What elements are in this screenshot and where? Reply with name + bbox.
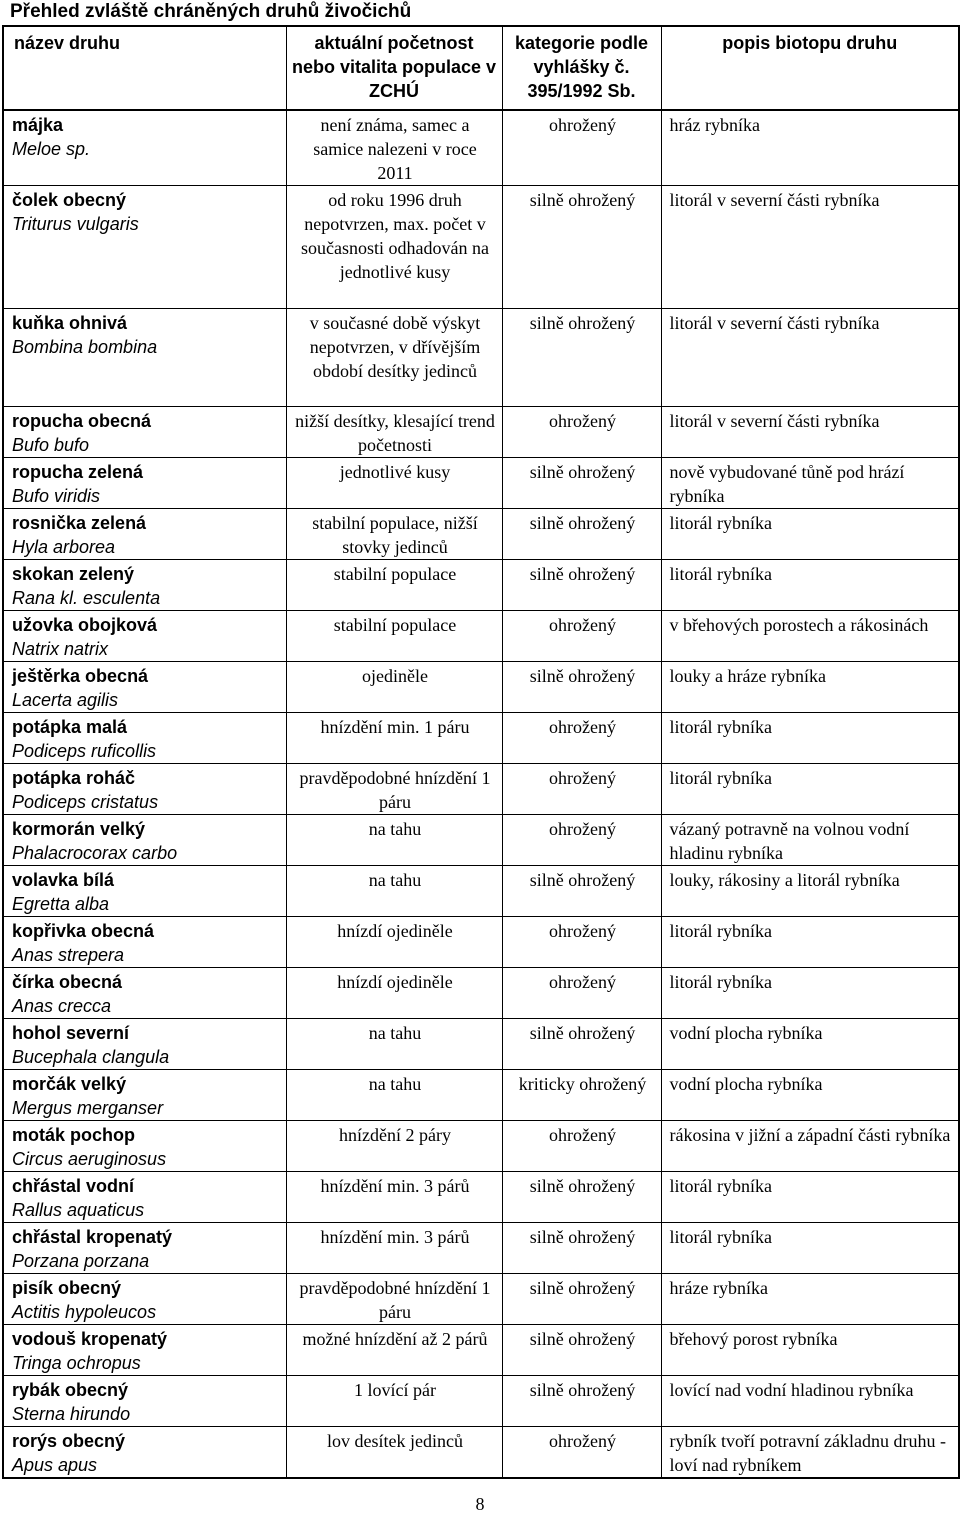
species-czech-name: rosnička zelená	[12, 513, 147, 533]
abundance-cell: na tahu	[286, 866, 502, 917]
species-czech-name: kuňka ohnivá	[12, 313, 128, 333]
habitat-cell: litorál v severní části rybníka	[661, 309, 959, 407]
species-czech-name: májka	[12, 115, 64, 135]
species-name-cell	[3, 713, 286, 764]
habitat-cell: hráz rybníka	[661, 110, 959, 186]
species-latin-name: Bucephala clangula	[12, 1047, 170, 1067]
species-name-cell	[3, 1376, 286, 1427]
habitat-cell: litorál rybníka	[661, 1172, 959, 1223]
species-czech-name: morčák velký	[12, 1074, 127, 1094]
habitat-cell: litorál rybníka	[661, 713, 959, 764]
table-row	[3, 509, 959, 560]
page-title: Přehled zvláště chráněných druhů živočichů	[10, 1, 412, 22]
abundance-cell: hnízdí ojediněle	[286, 917, 502, 968]
abundance-cell: pravděpodobné hnízdění 1 páru	[286, 1274, 502, 1325]
table-row	[3, 815, 959, 866]
category-cell: silně ohrožený	[502, 1325, 661, 1376]
habitat-cell: vodní plocha rybníka	[661, 1019, 959, 1070]
habitat-cell: litorál v severní části rybníka	[661, 407, 959, 458]
species-czech-name: rorýs obecný	[12, 1431, 126, 1451]
table-row	[3, 1172, 959, 1223]
species-czech-name: vodouš kropenatý	[12, 1329, 168, 1349]
table-row	[3, 764, 959, 815]
header-species-name: název druhu	[3, 26, 286, 110]
species-name-cell	[3, 1070, 286, 1121]
abundance-cell: na tahu	[286, 1019, 502, 1070]
species-latin-name: Anas crecca	[12, 996, 112, 1016]
species-latin-name: Bufo viridis	[12, 486, 101, 506]
table-row	[3, 309, 959, 407]
species-latin-name: Podiceps cristatus	[12, 792, 159, 812]
habitat-cell: rákosina v jižní a západní části rybníka	[661, 1121, 959, 1172]
abundance-cell: hnízdění min. 3 párů	[286, 1223, 502, 1274]
species-czech-name: ještěrka obecná	[12, 666, 149, 686]
species-name-cell	[3, 917, 286, 968]
abundance-cell: na tahu	[286, 815, 502, 866]
habitat-cell: litorál rybníka	[661, 509, 959, 560]
habitat-cell: hráze rybníka	[661, 1274, 959, 1325]
species-latin-name: Apus apus	[12, 1455, 98, 1475]
species-czech-name: kopřivka obecná	[12, 921, 155, 941]
species-latin-name: Bombina bombina	[12, 337, 158, 357]
species-latin-name: Sterna hirundo	[12, 1404, 131, 1424]
species-name-cell	[3, 509, 286, 560]
species-latin-name: Phalacrocorax carbo	[12, 843, 178, 863]
species-name-cell	[3, 1121, 286, 1172]
page-number: 8	[475, 1494, 485, 1514]
table-row	[3, 1223, 959, 1274]
abundance-cell: od roku 1996 druh nepotvrzen, max. počet v současnosti odhadován na jednotlivé kusy	[286, 186, 502, 309]
table-row	[3, 1427, 959, 1479]
abundance-cell: možné hnízdění až 2 párů	[286, 1325, 502, 1376]
species-latin-name: Egretta alba	[12, 894, 110, 914]
species-latin-name: Porzana porzana	[12, 1251, 150, 1271]
species-name-cell	[3, 1223, 286, 1274]
category-cell: ohrožený	[502, 764, 661, 815]
species-czech-name: chřástal kropenatý	[12, 1227, 173, 1247]
category-cell: silně ohrožený	[502, 1223, 661, 1274]
species-name-cell	[3, 407, 286, 458]
habitat-cell: litorál rybníka	[661, 917, 959, 968]
species-czech-name: kormorán velký	[12, 819, 146, 839]
species-name-cell	[3, 764, 286, 815]
species-name-cell	[3, 560, 286, 611]
species-czech-name: potápka malá	[12, 717, 128, 737]
species-name-cell	[3, 662, 286, 713]
abundance-cell: pravděpodobné hnízdění 1 páru	[286, 764, 502, 815]
abundance-cell: jednotlivé kusy	[286, 458, 502, 509]
habitat-cell: litorál rybníka	[661, 968, 959, 1019]
category-cell: ohrožený	[502, 815, 661, 866]
species-latin-name: Actitis hypoleucos	[12, 1302, 157, 1322]
category-cell: silně ohrožený	[502, 309, 661, 407]
category-cell: kriticky ohrožený	[502, 1070, 661, 1121]
table-row	[3, 713, 959, 764]
table-row	[3, 458, 959, 509]
habitat-cell: rybník tvoří potravní základnu druhu - loví nad rybníkem	[661, 1427, 959, 1479]
species-latin-name: Rana kl. esculenta	[12, 588, 161, 608]
species-latin-name: Mergus merganser	[12, 1098, 164, 1118]
abundance-cell: stabilní populace	[286, 560, 502, 611]
habitat-cell: lovící nad vodní hladinou rybníka	[661, 1376, 959, 1427]
category-cell: ohrožený	[502, 1427, 661, 1479]
abundance-cell: 1 lovící pár	[286, 1376, 502, 1427]
table-row	[3, 1070, 959, 1121]
species-czech-name: volavka bílá	[12, 870, 115, 890]
table-header-row	[3, 26, 959, 110]
species-latin-name: Hyla arborea	[12, 537, 116, 557]
species-czech-name: potápka roháč	[12, 768, 136, 788]
habitat-cell: louky a hráze rybníka	[661, 662, 959, 713]
abundance-cell: hnízdí ojediněle	[286, 968, 502, 1019]
header-habitat: popis biotopu druhu	[661, 26, 959, 110]
table-row	[3, 1376, 959, 1427]
abundance-cell: ojediněle	[286, 662, 502, 713]
category-cell: ohrožený	[502, 713, 661, 764]
category-cell: silně ohrožený	[502, 509, 661, 560]
species-latin-name: Podiceps ruficollis	[12, 741, 157, 761]
table-row	[3, 1019, 959, 1070]
table-row	[3, 110, 959, 186]
abundance-cell: hnízdění min. 1 páru	[286, 713, 502, 764]
table-row	[3, 917, 959, 968]
abundance-cell: v současné době výskyt nepotvrzen, v dřívějším období desítky jedinců	[286, 309, 502, 407]
table-row	[3, 407, 959, 458]
species-latin-name: Rallus aquaticus	[12, 1200, 145, 1220]
category-cell: ohrožený	[502, 110, 661, 186]
abundance-cell: není známa, samec a samice nalezeni v roce 2011	[286, 110, 502, 186]
species-czech-name: ropucha obecná	[12, 411, 152, 431]
header-abundance: aktuální početnost nebo vitalita populace v ZCHÚ	[286, 26, 502, 110]
species-name-cell	[3, 1172, 286, 1223]
species-name-cell	[3, 186, 286, 309]
species-latin-name: Bufo bufo	[12, 435, 90, 455]
abundance-cell: nižší desítky, klesající trend početnosti	[286, 407, 502, 458]
category-cell: silně ohrožený	[502, 186, 661, 309]
category-cell: silně ohrožený	[502, 1172, 661, 1223]
species-latin-name: Circus aeruginosus	[12, 1149, 167, 1169]
abundance-cell: stabilní populace, nižší stovky jedinců	[286, 509, 502, 560]
habitat-cell: louky, rákosiny a litorál rybníka	[661, 866, 959, 917]
species-czech-name: čírka obecná	[12, 972, 123, 992]
species-table	[2, 25, 960, 1479]
habitat-cell: v břehových porostech a rákosinách	[661, 611, 959, 662]
species-latin-name: Tringa ochropus	[12, 1353, 141, 1373]
category-cell: ohrožený	[502, 968, 661, 1019]
category-cell: ohrožený	[502, 1121, 661, 1172]
category-cell: silně ohrožený	[502, 1376, 661, 1427]
habitat-cell: nově vybudované tůně pod hrází rybníka	[661, 458, 959, 509]
species-czech-name: skokan zelený	[12, 564, 135, 584]
table-row	[3, 662, 959, 713]
category-cell: ohrožený	[502, 917, 661, 968]
abundance-cell: lov desítek jedinců	[286, 1427, 502, 1479]
species-name-cell	[3, 110, 286, 186]
table-row	[3, 186, 959, 309]
abundance-cell: stabilní populace	[286, 611, 502, 662]
species-name-cell	[3, 611, 286, 662]
table-row	[3, 611, 959, 662]
species-table-body	[3, 110, 959, 1478]
header-category: kategorie podle vyhlášky č. 395/1992 Sb.	[502, 26, 661, 110]
species-name-cell	[3, 815, 286, 866]
habitat-cell: vodní plocha rybníka	[661, 1070, 959, 1121]
species-latin-name: Triturus vulgaris	[12, 214, 139, 234]
species-czech-name: moták pochop	[12, 1125, 136, 1145]
species-name-cell	[3, 309, 286, 407]
abundance-cell: na tahu	[286, 1070, 502, 1121]
species-name-cell	[3, 866, 286, 917]
table-row	[3, 1274, 959, 1325]
species-name-cell	[3, 458, 286, 509]
species-latin-name: Natrix natrix	[12, 639, 109, 659]
species-czech-name: čolek obecný	[12, 190, 127, 210]
species-czech-name: chřástal vodní	[12, 1176, 135, 1196]
category-cell: ohrožený	[502, 407, 661, 458]
species-czech-name: rybák obecný	[12, 1380, 129, 1400]
category-cell: silně ohrožený	[502, 560, 661, 611]
table-row	[3, 560, 959, 611]
species-name-cell	[3, 1274, 286, 1325]
category-cell: silně ohrožený	[502, 866, 661, 917]
species-name-cell	[3, 1325, 286, 1376]
species-czech-name: ropucha zelená	[12, 462, 144, 482]
habitat-cell: břehový porost rybníka	[661, 1325, 959, 1376]
habitat-cell: litorál rybníka	[661, 764, 959, 815]
habitat-cell: litorál rybníka	[661, 560, 959, 611]
category-cell: silně ohrožený	[502, 1274, 661, 1325]
species-czech-name: pisík obecný	[12, 1278, 122, 1298]
category-cell: ohrožený	[502, 611, 661, 662]
species-czech-name: hohol severní	[12, 1023, 130, 1043]
species-name-cell	[3, 1019, 286, 1070]
table-row	[3, 866, 959, 917]
species-latin-name: Lacerta agilis	[12, 690, 119, 710]
species-name-cell	[3, 1427, 286, 1479]
category-cell: silně ohrožený	[502, 662, 661, 713]
species-name-cell	[3, 968, 286, 1019]
category-cell: silně ohrožený	[502, 458, 661, 509]
table-row	[3, 968, 959, 1019]
habitat-cell: vázaný potravně na volnou vodní hladinu rybníka	[661, 815, 959, 866]
species-latin-name: Anas strepera	[12, 945, 125, 965]
category-cell: silně ohrožený	[502, 1019, 661, 1070]
table-row	[3, 1121, 959, 1172]
abundance-cell: hnízdění 2 páry	[286, 1121, 502, 1172]
habitat-cell: litorál rybníka	[661, 1223, 959, 1274]
habitat-cell: litorál v severní části rybníka	[661, 186, 959, 309]
abundance-cell: hnízdění min. 3 párů	[286, 1172, 502, 1223]
species-latin-name: Meloe sp.	[12, 139, 91, 159]
species-czech-name: užovka obojková	[12, 615, 158, 635]
table-row	[3, 1325, 959, 1376]
